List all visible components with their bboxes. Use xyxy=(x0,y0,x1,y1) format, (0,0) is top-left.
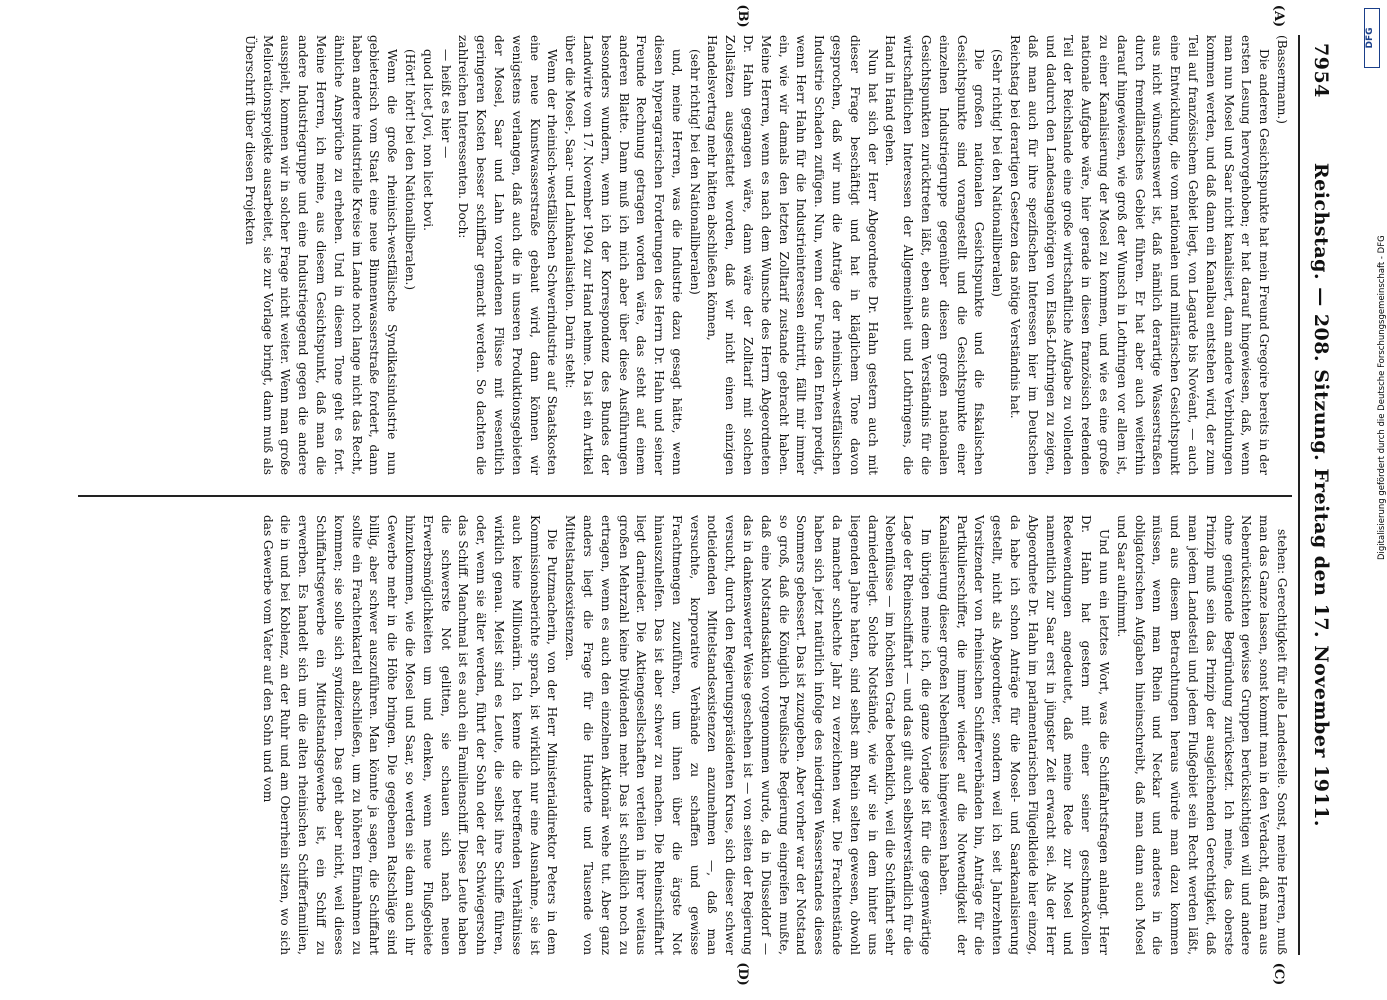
paragraph: Und nun ein letztes Wort, was die Schiffahrtsfragen anlangt. Herr Dr. Hahn hat gestern mit einer seiner geschmackvollen Redewendungen angedeutet, daß meine Rede zur Mosel und namentlich zur Saar erst in jüngster Zeit erwacht sei. Als der Herr Abgeordnete Dr. Hahn im parlamentarischen Flügelkleide hier einzog, da habe ich schon Anträge für die Mosel- und Saarkanalisierung gestellt, nicht als Abgeordneter, sondern weil ich seit Jahrzehnten Vorsitzender von rheinischen Schifferverbänden bin, Anträge für die Partikulierschiffer, die immer wieder auf die Notwendigkeit der Kanalisierung dieser großen Nebenflüsse hingewiesen haben. xyxy=(936,515,1112,955)
paragraph: — heißt es hier — xyxy=(438,49,453,159)
paragraph: (Hört! hört! bei den Nationalliberalen.) xyxy=(402,49,417,291)
paragraph: Die großen nationalen Gesichtspunkte und die fiskalischen Gesichtspunkte sind vorangestellt und die Gesichtspunkte einer einzelnen Industriegruppe gegenüber diesen großen nationalen Gesichtspunkten zurücktreten läßt, eben aus dem Verständnis für die wirtschaftlichen Interessen der Allgemeinheit und Lothringens, die Hand in Hand gehen. xyxy=(883,35,987,475)
digitization-credit: Digitalisierung gefördert durch die Deutsche Forschungsgemeinschaft - DFG xyxy=(1377,235,1387,560)
paragraph: stehen: Gerechtigkeit für alle Landesteile. Sonst, meine Herren, muß man das Ganze lassen, sonst kommt man in den Verdacht, daß man aus Nebenrücksichten gewisse Gruppen berücksichtigen will und andere ohne genügende Begründung zurücksetzt. Ich meine, das oberste Prinzip muß sein das Prinzip der ausgleichenden Gerechtigkeit, daß man jedem Landesteil und jedem Flußgebiet sein Recht werden läßt, und aus diesem Betrachtungen heraus würde man dazu kommen müssen, wenn man Rhein und Neckar und anderes in die obligatorischen Aufgaben hineinschreibt, daß man dann auch Mosel und Saar aufnimmt. xyxy=(1114,515,1289,955)
right-column xyxy=(80,515,1290,955)
dfg-logo xyxy=(1364,8,1380,68)
left-column xyxy=(80,35,1290,475)
header-rule xyxy=(1298,35,1300,955)
paragraph: Die anderen Gesichtspunkte hat mein Freund Gregoire bereits in der ersten Lesung hervorgehoben; er hat darauf hingewiesen, daß, wenn man nun Mosel und Saar nicht kanalisiert, dann andere Verbindungen kommen werden, und daß dann ein Kanalbau entstehen wird, der zum Teil auf französischem Gebiet liegt, von Lagarde bis Novéant, — auch eine Entwicklung, die vom nationalen und militärischen Gesichtspunkt aus nicht wünschenswert ist, daß nämlich derartige Wasserstraßen durch fremdländisches Gebiet führen. Er hat aber auch weiterhin darauf hingewiesen, wie groß der Wunsch in Lothringen vor allem ist, zu einer Kanalisierung der Mosel zu kommen, und wie es eine große nationale Aufgabe wäre, hier gerade in diesen französisch redenden Teil der Reichslande eine große wirtschaftliche Aufgabe zu vollenden und dadurch den Landesangehörigen von Elsaß-Lothringen zu zeigen, daß man auch für ihre spezifischen Interessen hier im Deutschen Reichstag bei derartigen Gesetzen das nötige Verständnis hat. xyxy=(1008,35,1272,475)
page-header xyxy=(1302,35,1332,955)
paragraph: Wenn die große rheinisch-westfälische Syndikatsindustrie nun gebieterisch vom Staat eine neue Binnenwasserstraße fordert, dann haben andere industrielle Kreise im Lande noch lange nicht das Recht, ähnliche Ansprüche zu erheben. Und in diesem Tone geht es fort. Meine Herren, ich meine, aus diesem Gesichtspunkt, daß man die andere Industriegruppe und eine Industriegegend gegen die andere ausspielt, kommen wir in solcher Frage nicht weiter. Wenn man große Meliorationsprojekte ausarbeitet, sie zur Vorlage bringt, dann muß als Überschrift über diesen Projekten xyxy=(242,35,400,475)
dfg-logo-text: DFG xyxy=(1365,27,1375,49)
paragraph: Wenn der rheinisch-westfälischen Schwerindustrie auf Staatskosten eine neue Kunstwasserstraße gebaut wird, dann können wir wenigstens verlangen, daß auch die in unseren Produktionsgebieten der Mosel, Saar und Lahn vorhandenen Flüsse mit wesentlich geringeren Kosten besser schiffbar gemacht werden. So dachten die zahlreichen Interessenten. Doch: xyxy=(456,35,560,475)
margin-mark-d: (D) xyxy=(735,962,750,986)
margin-mark-c: (C) xyxy=(1271,962,1286,986)
running-head: Reichstag. — 208. Sitzung. Freitag den 17. November 1911. xyxy=(1310,162,1332,828)
paragraph: und, meine Herren, was die Industrie dazu gesagt hätte, wenn diesen hyperagrarischen Forderungen des Herrn Dr. Hahn und seiner Freunde Rechnung getragen worden wäre, das steht auf einem anderen Blatte. Dann muß ich mich aber über diese Ausführungen besonders wundern, wenn ich der Korrespondenz des Bundes der Landwirte vom 17. November 1904 zur Hand nehme. Da ist ein Artikel über die Mosel-, Saar- und Lahnkanalisation. Darin steht: xyxy=(563,35,684,475)
paragraph: Die Putzmacherin, von der Herr Ministerialdirektor Peters in dem Kommissionsberichte sprach, ist wirklich nur eine Ausnahme, sie ist auch keine Millionärin. Ich kenne die betreffenden Verhältnisse wirklich genau. Meist sind es Leute, die selbst ihre Schiffe führen, oder, wenn sie älter werden, führt der Sohn oder der Schwiegersohn das Schiff. Manchmal ist es auch ein Familienschiff. Diese Leute haben die schwerste Not gelitten, sie schauen sich nach neuen Erwerbsmöglichkeiten um und denken, wenn neue Flußgebiete hinzukommen, wie die Mosel und Saar, so werden sie dann auch ihr Gewerbe mehr in die Höhe bringen. Die gegebenen Ratschläge sind billig, aber schwer auszuführen. Man könnte ja sagen, die Schiffahrt sollte ein Frachtenkartell abschließen, um zu höheren Einnahmen zu kommen; sie solle sich syndizieren. Das geht aber nicht, weil dieses Schiffahrtsgewerbe ein Mittelstandsgewerbe ist, ein Schiff zu erwerben. Es handelt sich um die alten rheinischen Schifferfamilien, die in und bei Koblenz, an der Ruhr und am Oberrhein sitzen, wo sich das Gewerbe vom Vater auf den Sohn und vom xyxy=(260,515,560,955)
paragraph: Im übrigen meine ich, die ganze Vorlage ist für die gegenwärtige Lage der Rheinschiffahrt — und das gilt auch selbstverständlich für die Nebenflüsse — im höchsten Grade bedenklich, weil die Schiffahrt sehr darniederliegt. Solche Notstände, wie wir sie in dem hinter uns liegenden Jahre hatten, sind selbst am Rhein selten gewesen, obwohl da mancher schlechte Jahr zu verzeichnen war. Die Frachtenstände haben sich jetzt natürlich infolge des niedrigen Wasserstandes dieses Sommers gebessert. Das ist zuzugeben. Aber vorher war der Notstand so groß, daß die Königlich Preußische Regierung eingreifen mußte, daß eine Notstandsaktion vorgenommen wurde, da in Düsseldorf — das in dankenswerter Weise geschehen ist — von seiten der Regierung versucht, durch den Regierungspräsidenten Kruse, sich dieser schwer notleidenden Mittelstandsexistenzen anzunehmen —, daß man versuchte, korporative Verbände zu schaffen und gewisse Frachtmengen zuzuführen, um ihnen über die ärgste Not hinauszuhelfen. Das ist aber schwer zu machen. Die Rheinschiffahrt liegt darnieder. Die Aktiengesellschaften verteilen in ihrer weitaus großen Mehrzahl keine Dividenden mehr. Das ist schließlich noch zu ertragen, wenn es auch den einzelnen Aktionär wehe tut. Aber ganz anders liegt die Frage für die Hunderte und Tausende von Mittelstandsexistenzen. xyxy=(563,515,934,955)
paragraph: Nun hat sich der Herr Abgeordnete Dr. Hahn gestern auch mit dieser Frage beschäftigt und hat in kläglichem Tone davon gesprochen, daß wir nun die Anträge der rheinisch-westfälischen Industrie Schaden zufügen. Nun, wenn der Fuchs den Enten predigt, wenn Herr Hahn für die Industrieinteressen eintritt, fällt mir immer ein, wie wir damals den letzten Zolltarif zustande gebracht haben. Meine Herren, wenn es nach dem Wunsche des Herrn Abgeordneten Dr. Hahn gegangen wäre, dann wäre der Zolltarif mit solchen Zollsätzen ausgestattet worden, daß wir nicht einen einzigen Handelsvertrag mehr hätten abschließen können, xyxy=(705,35,880,475)
paragraph: quod licet Jovi, non licet bovi. xyxy=(420,49,435,231)
page-number: 7954 xyxy=(1310,43,1332,98)
paragraph: (sehr richtig! bei den Nationalliberalen) xyxy=(687,49,702,295)
speaker-name: (Bassermann.) xyxy=(1275,35,1289,124)
paragraph: (Sehr richtig! bei den Nationalliberalen) xyxy=(990,49,1005,297)
rotated-newspaper-page xyxy=(70,4,1350,986)
column-divider xyxy=(78,495,1292,497)
margin-mark-b: (B) xyxy=(735,4,750,28)
margin-mark-a: (A) xyxy=(1271,4,1286,28)
